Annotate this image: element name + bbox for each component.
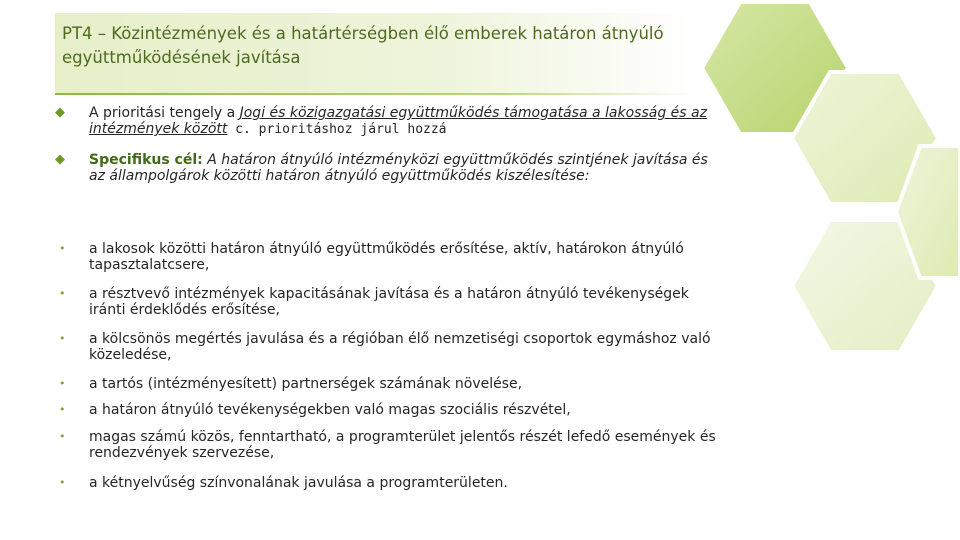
objective-label: Specifikus cél:	[89, 152, 203, 168]
priority-link[interactable]: Jogi és közigazgatási együttműködés támogatása a lakosság és az intézmények között	[89, 105, 707, 137]
dot-bullet-icon: •	[59, 476, 66, 489]
dot-bullet-icon: •	[59, 403, 66, 416]
priority-text: A prioritási tengely a Jogi és közigazgatási együttműködés támogatása a lakosság és az intézmények között c. prioritáshoz járul hozzá	[89, 105, 707, 137]
dot-bullet-icon: •	[59, 242, 66, 255]
dot-bullet-icon: •	[59, 287, 66, 300]
objective-text: Specifikus cél: A határon átnyúló intézményközi együttműködés szintjének javítása és az állampolgárok közötti határon átnyúló együttműködés kiszélesítése:	[89, 152, 708, 184]
title-underline	[55, 93, 695, 95]
dot-bullet-icon: •	[59, 377, 66, 390]
diamond-bullet-icon: ◆	[55, 152, 65, 167]
dot-bullet-icon: •	[59, 430, 66, 443]
decorative-hexagons	[690, 0, 960, 540]
dot-bullet-icon: •	[59, 332, 66, 345]
diamond-bullet-icon: ◆	[55, 105, 65, 120]
slide-title: PT4 – Közintézmények és a határtérségben élő emberek határon átnyúló együttműködésének javítása	[62, 24, 664, 67]
